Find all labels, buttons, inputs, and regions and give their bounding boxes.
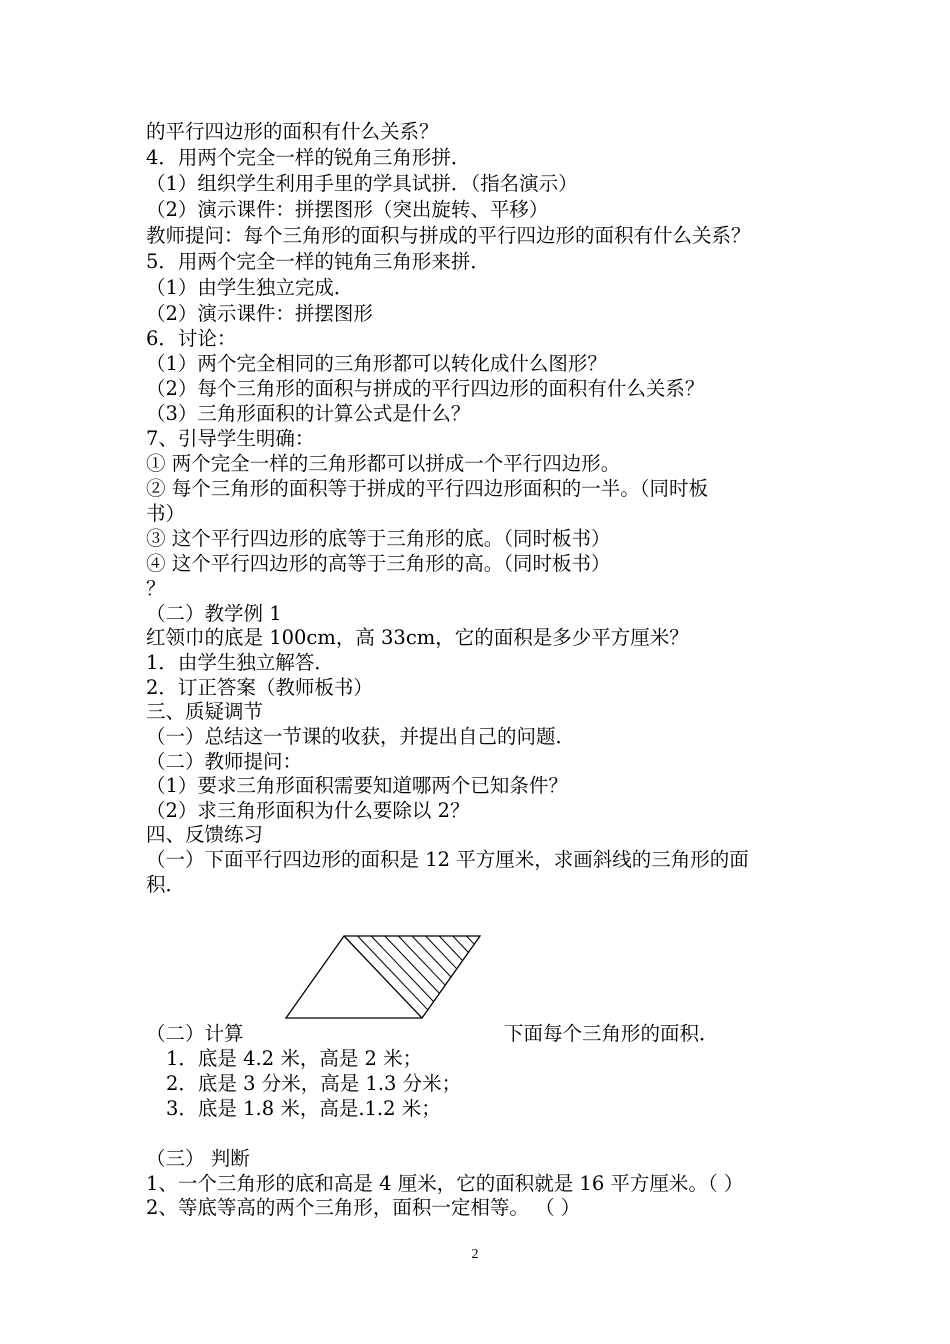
text-line: 1．由学生独立解答． [146,651,334,674]
hatch-line [398,936,445,985]
text-line: ② 每个三角形的面积等于拼成的平行四边形面积的一半。（同时板 [146,477,708,500]
calc-item: 1．底是 4.2 米，高是 2 米； [166,1047,423,1070]
text-line: （2）求三角形面积为什么要除以 2？ [146,799,470,822]
judge-item: 1、一个三角形的底和高是 4 厘米，它的面积就是 16 平方厘米。（ ） [146,1172,744,1195]
hatch-lines [358,936,475,1010]
text-line: （一）下面平行四边形的面积是 12 平方厘米，求画斜线的三角形的面 [146,848,749,871]
text-line: 6．讨论： [146,327,237,350]
hatch-line [466,936,474,944]
calc-heading: （二）计算 [146,1022,244,1045]
hatch-line [439,936,462,961]
text-line: （二）教学例 1 [146,602,282,625]
text-line: 的平行四边形的面积有什么关系？ [146,120,439,143]
hatch-line [453,936,469,952]
judge-item: 2、等底等高的两个三角形，面积一定相等。 （ ） [146,1196,581,1219]
text-line: 2．订正答案（教师板书） [146,676,373,699]
text-line: 积． [146,873,186,896]
text-line: （1）两个完全相同的三角形都可以转化成什么图形？ [146,352,607,375]
text-line: 7、引导学生明确： [146,427,315,450]
calc-item: 3．底是 1.8 米，高是.1.2 米； [166,1097,441,1120]
text-line: 三、质疑调节 [146,700,264,723]
text-line: 5．用两个完全一样的钝角三角形来拼． [146,250,490,273]
hatch-line [358,936,428,1010]
judge-heading: （三） 判断 [146,1147,250,1170]
text-line: ？ [146,577,166,600]
hatched-parallelogram-figure [280,930,500,1030]
text-line: （二）教师提问： [146,750,303,773]
text-line: ③ 这个平行四边形的底等于三角形的底。（同时板书） [146,527,611,550]
text-line: （一）总结这一节课的收获，并提出自己的问题． [146,725,576,748]
hatch-line [426,936,457,969]
text-line: 教师提问：每个三角形的面积与拼成的平行四边形的面积有什么关系？ [146,224,751,247]
hatch-line [385,936,440,993]
text-line: （2）演示课件：拼摆图形（突出旋转、平移） [146,198,549,221]
hatch-line [371,936,433,1002]
text-line: 红领巾的底是 100cm，高 33cm，它的面积是多少平方厘米？ [146,626,689,649]
text-line: 4．用两个完全一样的锐角三角形拼． [146,146,471,169]
text-line: （1）由学生独立完成． [146,276,354,299]
calc-item: 2．底是 3 分米，高是 1.3 分米； [166,1072,462,1095]
text-line: ④ 这个平行四边形的高等于三角形的高。（同时板书） [146,552,611,575]
text-line: （2）每个三角形的面积与拼成的平行四边形的面积有什么关系？ [146,377,705,400]
page-number: 2 [471,1247,479,1262]
calc-instruction: 下面每个三角形的面积． [504,1022,719,1045]
text-line: 四、反馈练习 [146,823,264,846]
text-line: 书） [146,502,186,525]
text-line: （3）三角形面积的计算公式是什么？ [146,402,471,425]
text-line: （1）组织学生利用手里的学具试拼．（指名演示） [146,172,578,195]
text-line: ① 两个完全一样的三角形都可以拼成一个平行四边形。 [146,452,621,475]
text-line: （2）演示课件：拼摆图形 [146,302,373,325]
text-line: （1）要求三角形面积需要知道哪两个已知条件？ [146,774,568,797]
